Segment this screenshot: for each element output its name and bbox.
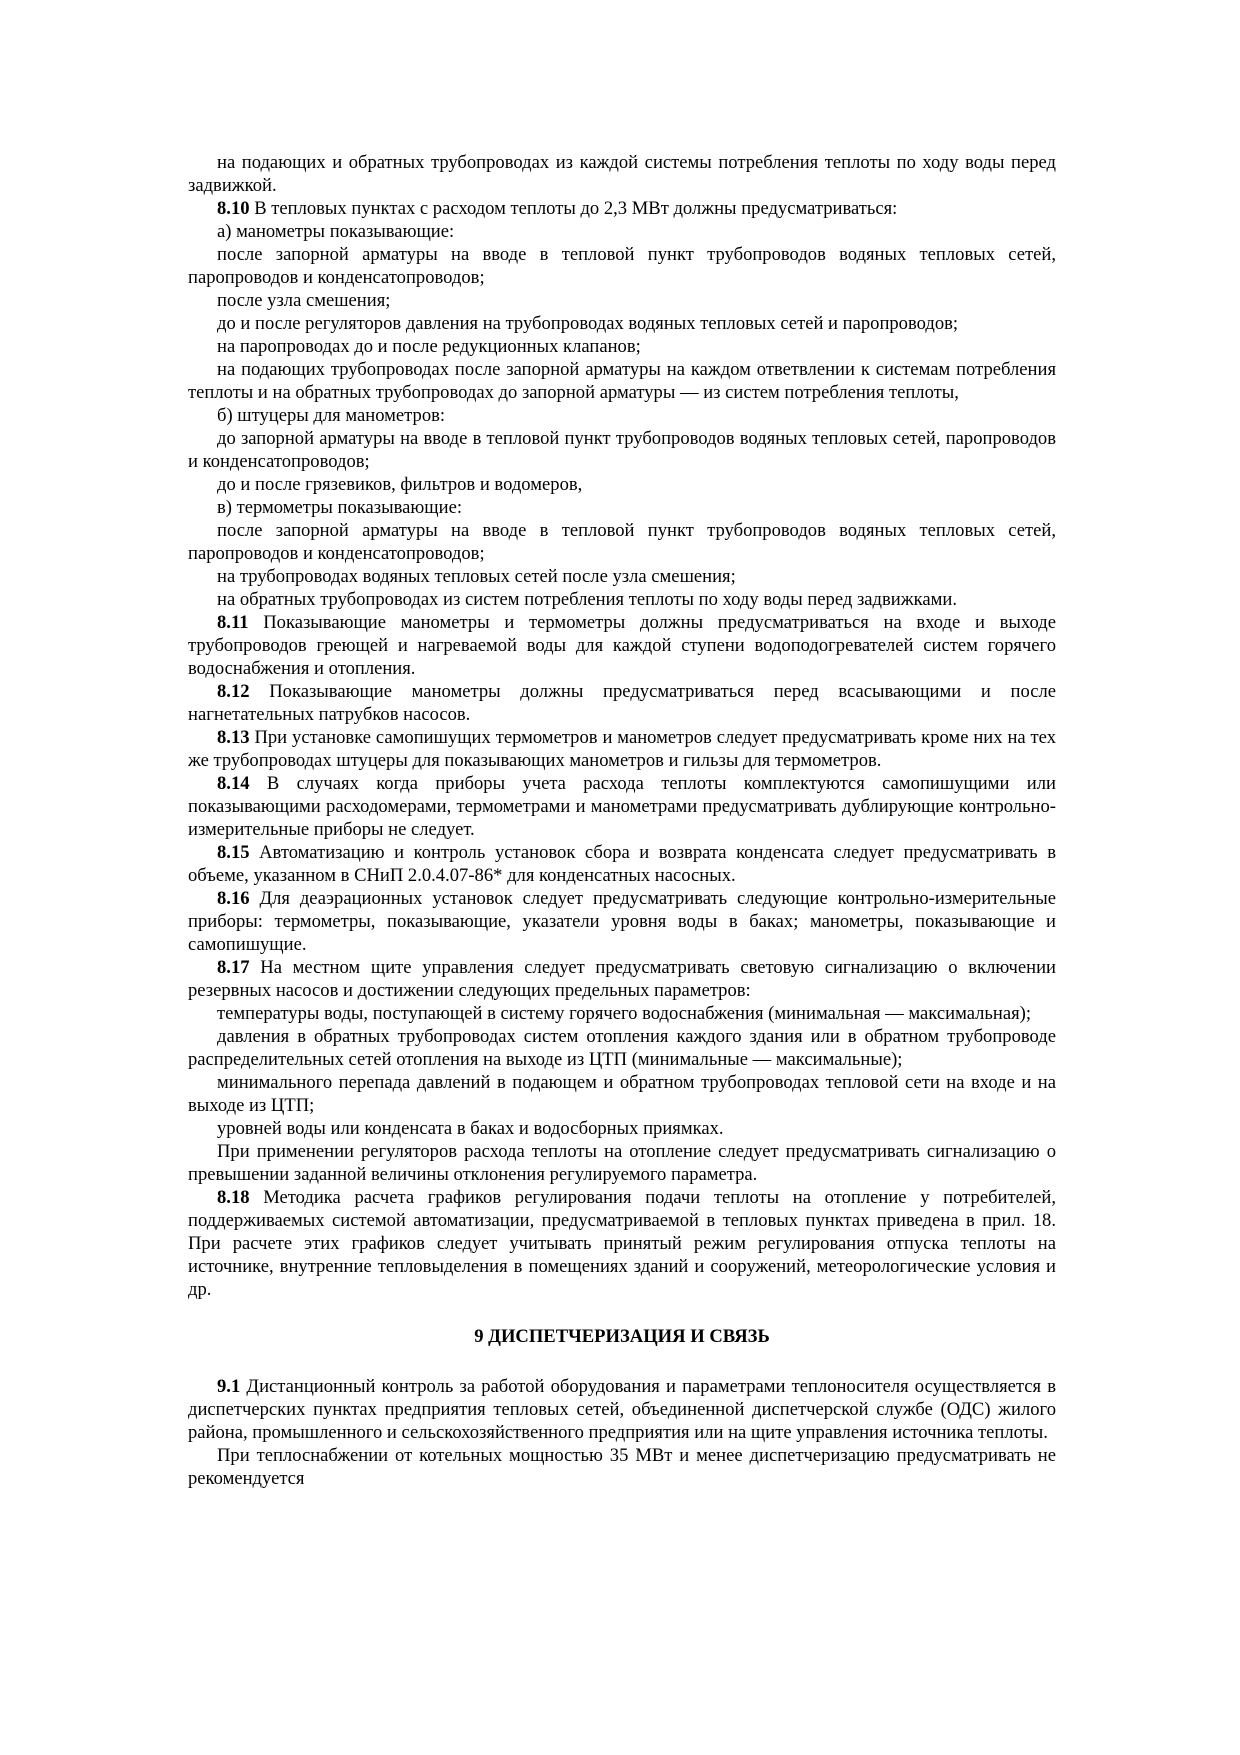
- paragraph: [188, 1140, 1056, 1186]
- paragraph: [188, 680, 1056, 726]
- paragraph-text: на обратных трубопроводах из систем потребления теплоты по ходу воды перед задвижками.: [217, 589, 957, 610]
- paragraph: [188, 611, 1056, 680]
- paragraph: [188, 473, 1056, 496]
- paragraph-text: Показывающие манометры и термометры должны предусматриваться на входе и выходе трубопроводов греющей и нагреваемой воды для каждой ступени водоподогревателей систем горячего водоснабжения и отопления.: [188, 612, 1056, 679]
- paragraph: [188, 588, 1056, 611]
- paragraph-text: давления в обратных трубопроводах систем отопления каждого здания или в обратном трубопроводе распределительных сетей отопления на выходе из ЦТП (минимальные — максимальные);: [188, 1026, 1056, 1070]
- paragraph: [188, 1117, 1056, 1140]
- paragraph: [188, 289, 1056, 312]
- paragraph: [188, 1186, 1056, 1301]
- clause-number: 8.17: [217, 957, 250, 978]
- clause-number: 8.18: [217, 1187, 250, 1208]
- paragraph-text: в) термометры показывающие:: [217, 497, 462, 518]
- paragraph-text: после узла смешения;: [217, 290, 391, 311]
- paragraph: [188, 841, 1056, 887]
- paragraph: [188, 726, 1056, 772]
- section-9-body: [188, 1375, 1056, 1490]
- paragraph-text: минимального перепада давлений в подающем и обратном трубопроводах тепловой сети на входе и на выходе из ЦТП;: [188, 1072, 1056, 1116]
- clause-number: 8.12: [217, 681, 250, 702]
- paragraph: [188, 1375, 1056, 1444]
- document-page: [188, 151, 1056, 1490]
- paragraph-text: на паропроводах до и после редукционных клапанов;: [217, 336, 641, 357]
- paragraph: [188, 427, 1056, 473]
- paragraph: [188, 1444, 1056, 1490]
- paragraph: [188, 312, 1056, 335]
- clause-number: 8.16: [217, 888, 250, 909]
- clause-number: 8.11: [217, 612, 249, 633]
- paragraph: [188, 565, 1056, 588]
- paragraph: [188, 1071, 1056, 1117]
- paragraph: [188, 887, 1056, 956]
- paragraph: [188, 772, 1056, 841]
- paragraph-text: При применении регуляторов расхода теплоты на отопление следует предусматривать сигнализацию о превышении заданной величины отклонения регулируемого параметра.: [188, 1141, 1056, 1185]
- paragraph-text: Методика расчета графиков регулирования подачи теплоты на отопление у потребителей, поддерживаемых системой автоматизации, предусматриваемой в тепловых пунктах приведена в прил. 18. При расчете этих графиков следует учитывать принятый режим регулирования отпуска теплоты на источнике, внутренние тепловыделения в помещениях зданий и сооружений, метеорологические условия и др.: [188, 1187, 1056, 1300]
- paragraph: [188, 220, 1056, 243]
- paragraph-text: Для деаэрационных установок следует предусматривать следующие контрольно-измерительные приборы: термометры, показывающие, указатели уровня воды в баках; манометры, показывающие и самопишущие.: [188, 888, 1056, 955]
- paragraph-text: При установке самопишущих термометров и манометров следует предусматривать кроме них на тех же трубопроводах штуцеры для показывающих манометров и гильзы для термометров.: [188, 727, 1056, 771]
- paragraph: [188, 197, 1056, 220]
- paragraph-text: В тепловых пунктах с расходом теплоты до 2,3 МВт должны предусматриваться:: [249, 198, 898, 219]
- paragraph-text: после запорной арматуры на вводе в тепловой пункт трубопроводов водяных тепловых сетей, паропроводов и конденсатопроводов;: [188, 244, 1056, 288]
- paragraph-text: В случаях когда приборы учета расхода теплоты комплектуются самопишущими или показывающими расходомерами, термометрами и манометрами предусматривать дублирующие контрольно-измерительные приборы не следует.: [188, 773, 1056, 840]
- paragraph: [188, 496, 1056, 519]
- clause-number: 9.1: [217, 1376, 241, 1397]
- paragraph: [188, 519, 1056, 565]
- paragraph-text: Автоматизацию и контроль установок сбора и возврата конденсата следует предусматривать в объеме, указанном в СНиП 2.0.4.07-86* для конденсатных насосных.: [188, 842, 1056, 886]
- paragraph-text: до и после регуляторов давления на трубопроводах водяных тепловых сетей и паропроводов;: [217, 313, 959, 334]
- paragraph-text: на трубопроводах водяных тепловых сетей после узла смешения;: [217, 566, 736, 587]
- paragraph-text: На местном щите управления следует предусматривать световую сигнализацию о включении резервных насосов и достижении следующих предельных параметров:: [188, 957, 1056, 1001]
- paragraph: [188, 404, 1056, 427]
- paragraph-text: на подающих трубопроводах после запорной арматуры на каждом ответвлении к системам потребления теплоты и на обратных трубопроводах до запорной арматуры — из систем потребления теплоты,: [188, 359, 1056, 403]
- paragraph-text: на подающих и обратных трубопроводах из каждой системы потребления теплоты по ходу воды перед задвижкой.: [188, 152, 1056, 196]
- paragraph-text: уровней воды или конденсата в баках и водосборных приямках.: [217, 1118, 724, 1139]
- section-8-body: [188, 151, 1056, 1301]
- paragraph-text: а) манометры показывающие:: [217, 221, 455, 242]
- paragraph-text: При теплоснабжении от котельных мощностью 35 МВт и менее диспетчеризацию предусматривать не рекомендуется: [188, 1445, 1056, 1489]
- paragraph: [188, 1002, 1056, 1025]
- paragraph: [188, 243, 1056, 289]
- paragraph-text: до и после грязевиков, фильтров и водомеров,: [217, 474, 583, 495]
- clause-number: 8.10: [217, 198, 250, 219]
- clause-number: 8.15: [217, 842, 250, 863]
- clause-number: 8.13: [217, 727, 250, 748]
- paragraph: [188, 956, 1056, 1002]
- paragraph-text: Показывающие манометры должны предусматриваться перед всасывающими и после нагнетательных патрубков насосов.: [188, 681, 1056, 725]
- clause-number: 8.14: [217, 773, 250, 794]
- paragraph-text: после запорной арматуры на вводе в тепловой пункт трубопроводов водяных тепловых сетей, паропроводов и конденсатопроводов;: [188, 520, 1056, 564]
- paragraph: [188, 151, 1056, 197]
- paragraph-text: Дистанционный контроль за работой оборудования и параметрами теплоносителя осуществляется в диспетчерских пунктах предприятия тепловых сетей, объединенной диспетчерской службе (ОДС) жилого района, промышленного и сельскохозяйственного предприятия или на щите управления источника теплоты.: [188, 1376, 1056, 1443]
- paragraph: [188, 358, 1056, 404]
- paragraph-text: б) штуцеры для манометров:: [217, 405, 446, 426]
- section-heading: 9 ДИСПЕТЧЕРИЗАЦИЯ И СВЯЗЬ: [474, 1326, 770, 1347]
- paragraph: [188, 335, 1056, 358]
- paragraph-text: до запорной арматуры на вводе в тепловой пункт трубопроводов водяных тепловых сетей, паропроводов и конденсатопроводов;: [188, 428, 1056, 472]
- paragraph-text: температуры воды, поступающей в систему горячего водоснабжения (минимальная — максимальная);: [217, 1003, 1032, 1024]
- paragraph: [188, 1025, 1056, 1071]
